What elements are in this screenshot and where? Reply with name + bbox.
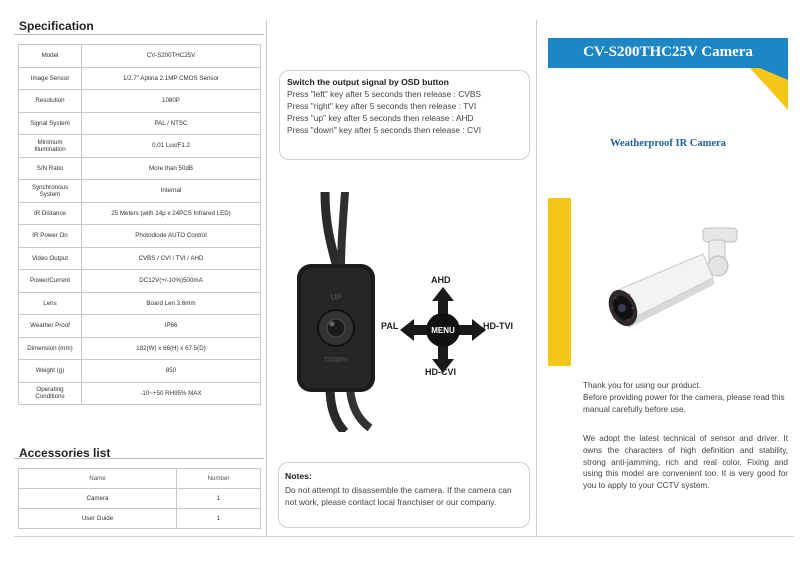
- spec-value: Board Len 3.6mm: [82, 292, 261, 315]
- spec-value: 850: [82, 360, 261, 383]
- accessories-header-number: Number: [177, 469, 261, 489]
- accessories-title: Accessories list: [19, 446, 111, 460]
- notes-title: Notes:: [285, 471, 312, 481]
- table-row: [19, 247, 261, 270]
- arrow-left-icon: [400, 319, 428, 341]
- spec-value: 1/2.7" Aptina 2.1MP CMOS Sensor: [82, 67, 261, 90]
- spec-label: Lens: [19, 292, 82, 315]
- table-row: [19, 225, 261, 248]
- thanks-text: Thank you for using our product.: [583, 381, 701, 390]
- bottom-rule: [14, 536, 794, 537]
- product-title-banner: [548, 38, 788, 68]
- spec-label: Resolution: [19, 90, 82, 113]
- label-hd-tvi: HD-TVI: [483, 321, 513, 331]
- spec-label: IR Power On: [19, 225, 82, 248]
- table-row: [19, 360, 261, 383]
- warning-text: Before providing power for the camera, please read this manual carefully before use.: [583, 392, 785, 414]
- spec-label: IR Distance: [19, 202, 82, 225]
- spec-label: Image Sensor: [19, 67, 82, 90]
- table-row: [19, 45, 261, 68]
- osd-line-down: Press "down" key after 5 seconds then release : CVI: [287, 125, 482, 135]
- product-subtitle: Weatherproof IR Camera: [610, 138, 726, 149]
- controller-label-down: DOWN: [324, 357, 348, 364]
- accessory-number: 1: [177, 509, 261, 529]
- table-row: [19, 315, 261, 338]
- spec-value: -10~+50 RH95% MAX: [82, 382, 261, 405]
- accessories-header-name: Name: [19, 469, 177, 489]
- notes-box: [278, 462, 530, 528]
- spec-value: More than 50dB: [82, 157, 261, 180]
- spec-title: Specification: [19, 19, 94, 33]
- joystick-direction-diagram: [398, 285, 488, 375]
- arrow-right-icon: [458, 319, 486, 341]
- table-row: [19, 90, 261, 113]
- spec-label: Model: [19, 45, 82, 68]
- menu-label: MENU: [431, 326, 455, 335]
- table-row: [19, 382, 261, 405]
- spec-label: Dimension (mm): [19, 337, 82, 360]
- table-row: [19, 67, 261, 90]
- spec-value: 1080P: [82, 90, 261, 113]
- osd-line-left: Press "left" key after 5 seconds then release : CVBS: [287, 89, 482, 99]
- table-row: [19, 509, 261, 529]
- spec-value: 25 Meters (with 14μ x 24PCS Infrared LED): [82, 202, 261, 225]
- table-row: [19, 180, 261, 203]
- label-pal: PAL: [381, 321, 399, 331]
- spec-label: S/N Ratio: [19, 157, 82, 180]
- table-row: [19, 202, 261, 225]
- table-row: [19, 270, 261, 293]
- spec-value: 0.01 Lux/F1.2: [82, 135, 261, 158]
- column-divider-left: [266, 20, 267, 536]
- spec-label: Weight (g): [19, 360, 82, 383]
- spec-value: 182(W) x 66(H) x 67.5(D): [82, 337, 261, 360]
- spec-label: Operating Conditions: [19, 382, 82, 405]
- spec-value: CV-S200THC25V: [82, 45, 261, 68]
- spec-label: Video Output: [19, 247, 82, 270]
- accessory-name: Camera: [19, 489, 177, 509]
- table-row: [19, 112, 261, 135]
- spec-value: Internal: [82, 180, 261, 203]
- table-row: [19, 292, 261, 315]
- accessory-name: User Guide: [19, 509, 177, 529]
- osd-controller-illustration: [285, 192, 385, 432]
- spec-table: [18, 44, 261, 405]
- accessory-number: 1: [177, 489, 261, 509]
- product-title: CV-S200THC25V Camera: [583, 44, 753, 60]
- spec-value: DC12V(+/-10%)500mA: [82, 270, 261, 293]
- osd-instructions-box: [279, 70, 530, 160]
- top-rule: [14, 34, 264, 35]
- spec-value: Photodiode AUTO Control: [82, 225, 261, 248]
- label-ahd: AHD: [431, 275, 451, 285]
- spec-label: Power/Current: [19, 270, 82, 293]
- arrow-up-icon: [432, 287, 454, 315]
- yellow-accent-bar: [548, 198, 571, 366]
- product-intro: [583, 380, 788, 415]
- spec-value: PAL / NTSC: [82, 112, 261, 135]
- spec-label: Weather Proof: [19, 315, 82, 338]
- product-description: We adopt the latest technical of sensor and driver. It owns the characters of high definition and stability, strong anti-jamming, rich and real color. Fixing and using this model are convenient too. It is very good for you to apply to your CCTV system.: [583, 434, 788, 491]
- label-hd-cvi: HD-CVI: [425, 367, 456, 377]
- notes-text: Do not attempt to disassemble the camera. If the camera can not work, please contact local franchiser or our company.: [285, 485, 512, 507]
- table-row: [19, 157, 261, 180]
- table-row: [19, 337, 261, 360]
- spec-value: CVBS / CVI / TVI / AHD: [82, 247, 261, 270]
- table-row: [19, 489, 261, 509]
- column-divider-right: [536, 20, 537, 536]
- spec-label: Signal System: [19, 112, 82, 135]
- spec-value: IP66: [82, 315, 261, 338]
- table-row: [19, 135, 261, 158]
- camera-illustration: [605, 222, 755, 332]
- accessories-header-row: [19, 469, 261, 489]
- spec-label: Synchronous System: [19, 180, 82, 203]
- spec-label: Minimum Illumination: [19, 135, 82, 158]
- banner-corner-accent: [750, 68, 788, 110]
- osd-line-right: Press "right" key after 5 seconds then release : TVI: [287, 101, 477, 111]
- osd-title: Switch the output signal by OSD button: [287, 77, 449, 87]
- controller-label-up: UP: [330, 293, 342, 302]
- accessories-table: [18, 468, 261, 529]
- osd-line-up: Press "up" key after 5 seconds then release : AHD: [287, 113, 474, 123]
